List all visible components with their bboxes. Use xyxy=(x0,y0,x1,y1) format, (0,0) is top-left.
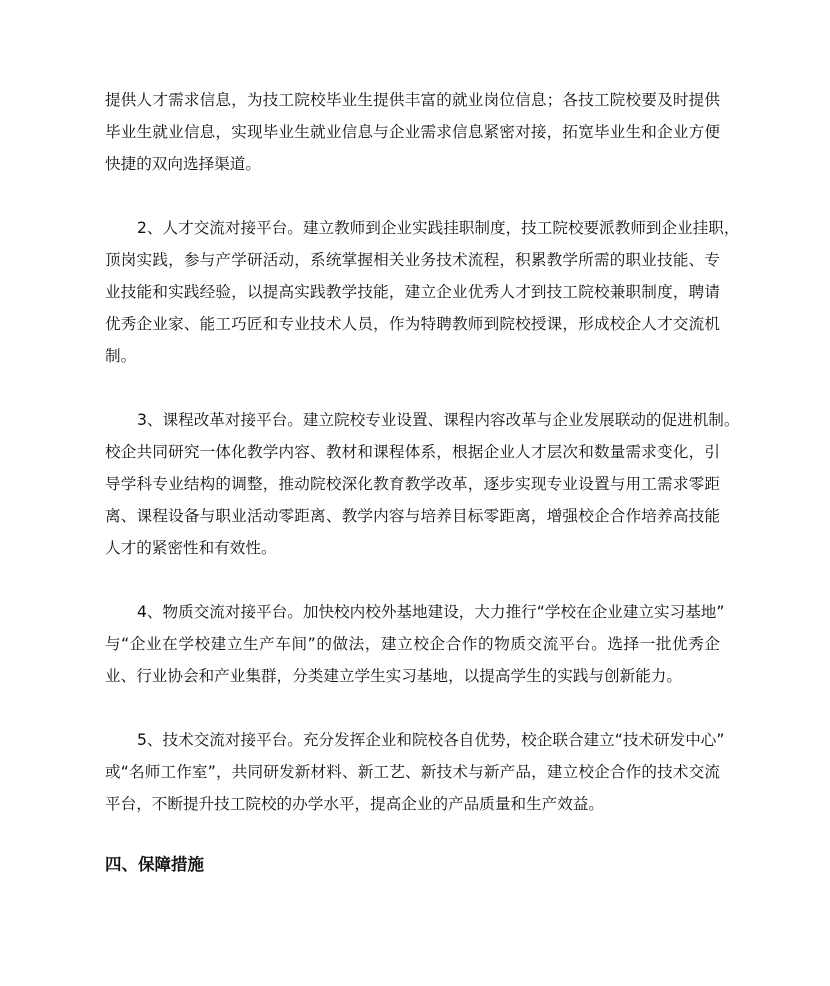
document-page xyxy=(105,84,740,881)
text-line: 业、行业协会和产业集群，分类建立学生实习基地，以提高学生的实践与创新能力。 xyxy=(105,667,682,685)
text-line: 与“企业在学校建立生产车间”的做法，建立校企合作的物质交流平台。选择一批优秀企 xyxy=(105,635,720,653)
paragraph-continuation xyxy=(105,84,720,180)
text-line: 3、课程改革对接平台。建立院校专业设置、课程内容改革与企业发展联动的促进机制。 xyxy=(137,411,740,429)
paragraph-material-exchange xyxy=(105,596,725,692)
text-line: 导学科专业结构的调整，推动院校深化教育教学改革，逐步实现专业设置与用工需求零距 xyxy=(105,475,720,493)
text-line: 离、课程设备与职业活动零距离、教学内容与培养目标零距离，增强校企合作培养高技能 xyxy=(105,507,720,525)
text-line: 或“名师工作室”，共同研发新材料、新工艺、新技术与新产品，建立校企合作的技术交流 xyxy=(105,763,720,781)
text-line: 顶岗实践，参与产学研活动，系统掌握相关业务技术流程，积累教学所需的职业技能、专 xyxy=(105,251,720,269)
text-line: 人才的紧密性和有效性。 xyxy=(105,539,277,557)
paragraph-tech-exchange xyxy=(105,724,725,820)
paragraph-curriculum-reform xyxy=(105,404,740,564)
text-line: 校企共同研究一体化教学内容、教材和课程体系，根据企业人才层次和数量需求变化，引 xyxy=(105,443,720,461)
text-line: 毕业生就业信息，实现毕业生就业信息与企业需求信息紧密对接，拓宽毕业生和企业方便 xyxy=(105,123,720,141)
text-line: 优秀企业家、能工巧匠和专业技术人员，作为特聘教师到院校授课，形成校企人才交流机 xyxy=(105,315,720,333)
text-line: 业技能和实践经验，以提高实践教学技能，建立企业优秀人才到技工院校兼职制度，聘请 xyxy=(105,283,720,301)
text-line: 5、技术交流对接平台。充分发挥企业和院校各自优势，校企联合建立“技术研发中心” xyxy=(137,731,725,749)
section-heading: 四、保障措施 xyxy=(105,855,204,874)
text-line: 平台，不断提升技工院校的办学水平，提高企业的产品质量和生产效益。 xyxy=(105,795,605,813)
paragraph-talent-exchange xyxy=(105,212,740,372)
text-line: 提供人才需求信息，为技工院校毕业生提供丰富的就业岗位信息；各技工院校要及时提供 xyxy=(105,91,720,109)
text-line: 制。 xyxy=(105,347,137,365)
text-line: 4、物质交流对接平台。加快校内校外基地建设，大力推行“学校在企业建立实习基地” xyxy=(137,603,725,621)
text-line: 快捷的双向选择渠道。 xyxy=(105,155,261,173)
text-line: 2、人才交流对接平台。建立教师到企业实践挂职制度，技工院校要派教师到企业挂职， xyxy=(137,219,740,237)
